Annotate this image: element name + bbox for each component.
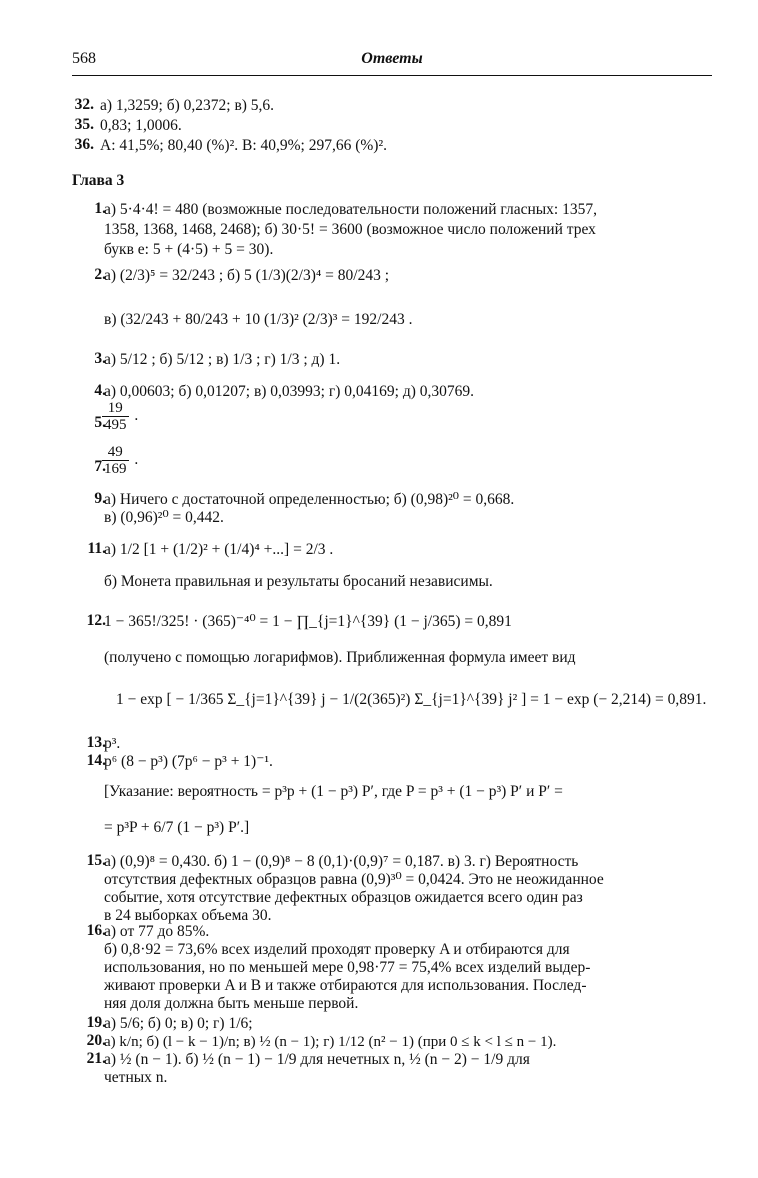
answer-line: (получено с помощью логарифмов). Приближенная формула имеет вид [104, 649, 576, 666]
answer-number: 36. [74, 136, 94, 153]
answer-text: а) 0,00603; б) 0,01207; в) 0,03993; г) 0,04169; д) 0,30769. [104, 383, 474, 400]
answer-line: а) от 77 до 85%. [104, 923, 210, 940]
answer-text: 0,83; 1,0006. [100, 117, 182, 134]
header-rule [72, 75, 712, 76]
answer-number: 7. [94, 458, 106, 475]
answer-number: 21. [86, 1050, 106, 1067]
answer-line: б) 0,8·92 = 73,6% всех изделий проходят проверку A и отбираются для [104, 941, 570, 958]
answer-line: живают проверки A и B и также отбираются для использования. Послед- [104, 977, 587, 994]
answer-number: 5. [94, 414, 106, 431]
answer-number: 15. [86, 852, 106, 869]
answer-formula: а) 1/2 [1 + (1/2)² + (1/4)⁴ +...] = 2/3 . [104, 541, 334, 558]
answer-line: 1358, 1368, 1468, 2468); б) 30·5! = 3600 (возможное число положений трех [104, 221, 596, 238]
answer-text: а) 1,3259; б) 0,2372; в) 5,6. [100, 97, 275, 114]
answer-line: а) (0,9)⁸ = 0,430. б) 1 − (0,9)⁸ − 8 (0,1)·(0,9)⁷ = 0,187. в) 3. г) Вероятность [104, 853, 579, 870]
answer-number: 11. [87, 540, 106, 557]
answer-line: четных n. [104, 1069, 168, 1086]
answer-formula: 1 − 365!/325! · (365)⁻⁴⁰ = 1 − ∏_{j=1}^{39} (1 − j/365) = 0,891 [104, 613, 512, 630]
hint-line: [Указание: вероятность = p³p + (1 − p³) P′, где P = p³ + (1 − p³) P′ и P′ = [104, 783, 563, 800]
fraction [102, 444, 129, 477]
answer-line: в) (0,96)²⁰ = 0,442. [104, 509, 224, 526]
answer-text: A: 41,5%; 80,40 (%)². B: 40,9%; 297,66 (%)². [100, 137, 387, 154]
running-title: Ответы [361, 50, 423, 67]
answer-number: 2. [94, 266, 106, 283]
hint-line: = p³P + 6/7 (1 − p³) P′.] [104, 819, 250, 836]
answer-line: а) ½ (n − 1). б) ½ (n − 1) − 1/9 для нечетных n, ½ (n − 2) − 1/9 для [104, 1051, 530, 1068]
answer-number: 9. [94, 490, 106, 507]
answer-line: а) Ничего с достаточной определенностью; б) (0,98)²⁰ = 0,668. [104, 491, 515, 508]
answer-number: 4. [94, 382, 106, 399]
answer-line: в 24 выборках объема 30. [104, 907, 272, 924]
answer-number: 14. [86, 752, 106, 769]
fraction [102, 400, 129, 433]
answer-formula: p⁶ (8 − p³) (7p⁶ − p³ + 1)⁻¹. [104, 753, 273, 770]
answer-formula: а) (2/3)⁵ = 32/243 ; б) 5 (1/3)(2/3)⁴ = 80/243 ; [104, 267, 389, 284]
answer-text: p³. [104, 735, 121, 752]
answer-line: а) 5·4·4! = 480 (возможные последовательности положений гласных: 1357, [104, 201, 597, 218]
answer-number: 20. [86, 1032, 106, 1049]
answer-line: событие, хотя отсутствие дефектных образцов ожидается всего один раз [104, 889, 583, 906]
numerator: 49 [107, 444, 123, 460]
answer-line: букв е: 5 + (4·5) + 5 = 30). [104, 241, 274, 258]
answer-line: няя доля должна быть меньше первой. [104, 995, 359, 1012]
page-number: 568 [72, 50, 96, 67]
denominator: 169 [104, 461, 127, 477]
answer-formula: а) 5/12 ; б) 5/12 ; в) 1/3 ; г) 1/3 ; д) 1. [104, 351, 341, 368]
answer-number: 12. [86, 612, 106, 629]
answer-number: 32. [74, 96, 94, 113]
answer-formula: в) (32/243 + 80/243 + 10 (1/3)² (2/3)³ = 192/243 . [104, 311, 413, 328]
answer-line: б) Монета правильная и результаты бросаний независимы. [104, 573, 493, 590]
document-page: 568 Ответы 32. а) 1,3259; б) 0,2372; в) 5,6. 35. 0,83; 1,0006. 36. A: 41,5%; 80,40 (%)². B: 40,9%; 297,66 (%)². Глава 3 1. а) 5·4·4! = 480 (возможные последовательности положений гласных: 1357, 1358, 1368, 1468, 2468); б) 30·5! = 3600 (возможное число положений трех букв е: 5 + (4·5) + 5 = 30). 2. а) (2/3)⁵ = 32/243 ; б) 5 (1/3)(2/3)⁴ = 80/243 ; в) (32/243 + 80/243 + 10 (1/3)² (2/3)³ = 192/243 . 3. а) 5/12 ; б) 5/12 ; в) 1/3 ; г) 1/3 ; д) 1. 4. а) 0,00603; б) 0,01207; в) 0,03993; г) 0,04169; д) 0,30769. 5. $\frac{19}{495}$ . 7. $\frac{49}{169}$ . 9. а) Ничего с достаточной определенностью; б) (0,98)²⁰ = 0,668. в) (0,96)²⁰ = 0,442. 11. а) 1/2 [1 + (1/2)² + (1/4)⁴ +...] = 2/3 . б) Монета правильная и результаты бросаний независимы. 12. 1 − 365!/325! · (365)⁻⁴⁰ = 1 − ∏_{j=1}^{39} (1 − j/365) = 0,891 (получено с помощью логарифмов). Приближенная формула имеет вид 1 − exp [ − 1/365 Σ_{j=1}^{39} j − 1/(2(365)²) Σ_{j=1}^{39} j² ] = 1 − exp (− 2,214) = 0,891. 13. p³. 14. p⁶ (8 − p³) (7p⁶ − p³ + 1)⁻¹. [Указание: вероятность = p³p + (1 − p³) P′, где P = p³ + (1 − p³) P′ и P′ = = p³P + 6/7 (1 − p³) P′.] 15. а) (0,9)⁸ = 0,430. б) 1 − (0,9)⁸ − 8 (0,1)·(0,9)⁷ = 0,187. в) 3. г) Вероятность отсутствия дефектных образцов равна (0,9)³⁰ = 0,0424. Это не неожиданное событие, хотя отсутствие дефектных образцов ожидается всего один раз в 24 выборках объема 30. 16. а) от 77 до 85%. б) 0,8·92 = 73,6% всех изделий проходят проверку A и отбираются для использования, но по меньшей мере 0,98·77 = 75,4% всех изделий выдер- живают проверки A и B и также отбираются для использования. Послед- няя доля должна быть меньше первой. 19. а) 5/6; б) 0; в) 0; г) 1/6; 20. а) k/n; б) (l − k − 1)/n; в) ½ (n − 1); г) 1/12 (n² − 1) (при 0 ≤ k < l ≤ n − 1). 21. а) ½ (n − 1). б) ½ (n − 1) − 1/9 для нечетных n, ½ (n − 2) − 1/9 для четных n. [0, 0, 758, 1178]
approx-formula: 1 − exp [ − 1/365 Σ_{j=1}^{39} j − 1/(2(365)²) Σ_{j=1}^{39} j² ] = 1 − exp (− 2,214) = 0,891. [116, 691, 707, 708]
answer-text: а) k/n; б) (l − k − 1)/n; в) ½ (n − 1); г) 1/12 (n² − 1) (при 0 ≤ k < l ≤ n − 1). [104, 1034, 557, 1050]
denominator: 495 [104, 417, 127, 433]
answer-number: 3. [94, 350, 106, 367]
answer-number: 35. [74, 116, 94, 133]
chapter-heading: Глава 3 [72, 172, 125, 189]
answer-number: 1. [94, 200, 106, 217]
answer-text: а) 5/6; б) 0; в) 0; г) 1/6; [104, 1015, 253, 1032]
answer-number: 16. [86, 922, 106, 939]
answer-line: отсутствия дефектных образцов равна (0,9)³⁰ = 0,0424. Это не неожиданное [104, 871, 604, 888]
answer-number: 19. [86, 1014, 106, 1031]
numerator: 19 [107, 400, 123, 416]
answer-line: использования, но по меньшей мере 0,98·77 = 75,4% всех изделий выдер- [104, 959, 591, 976]
answer-number: 13. [86, 734, 106, 751]
